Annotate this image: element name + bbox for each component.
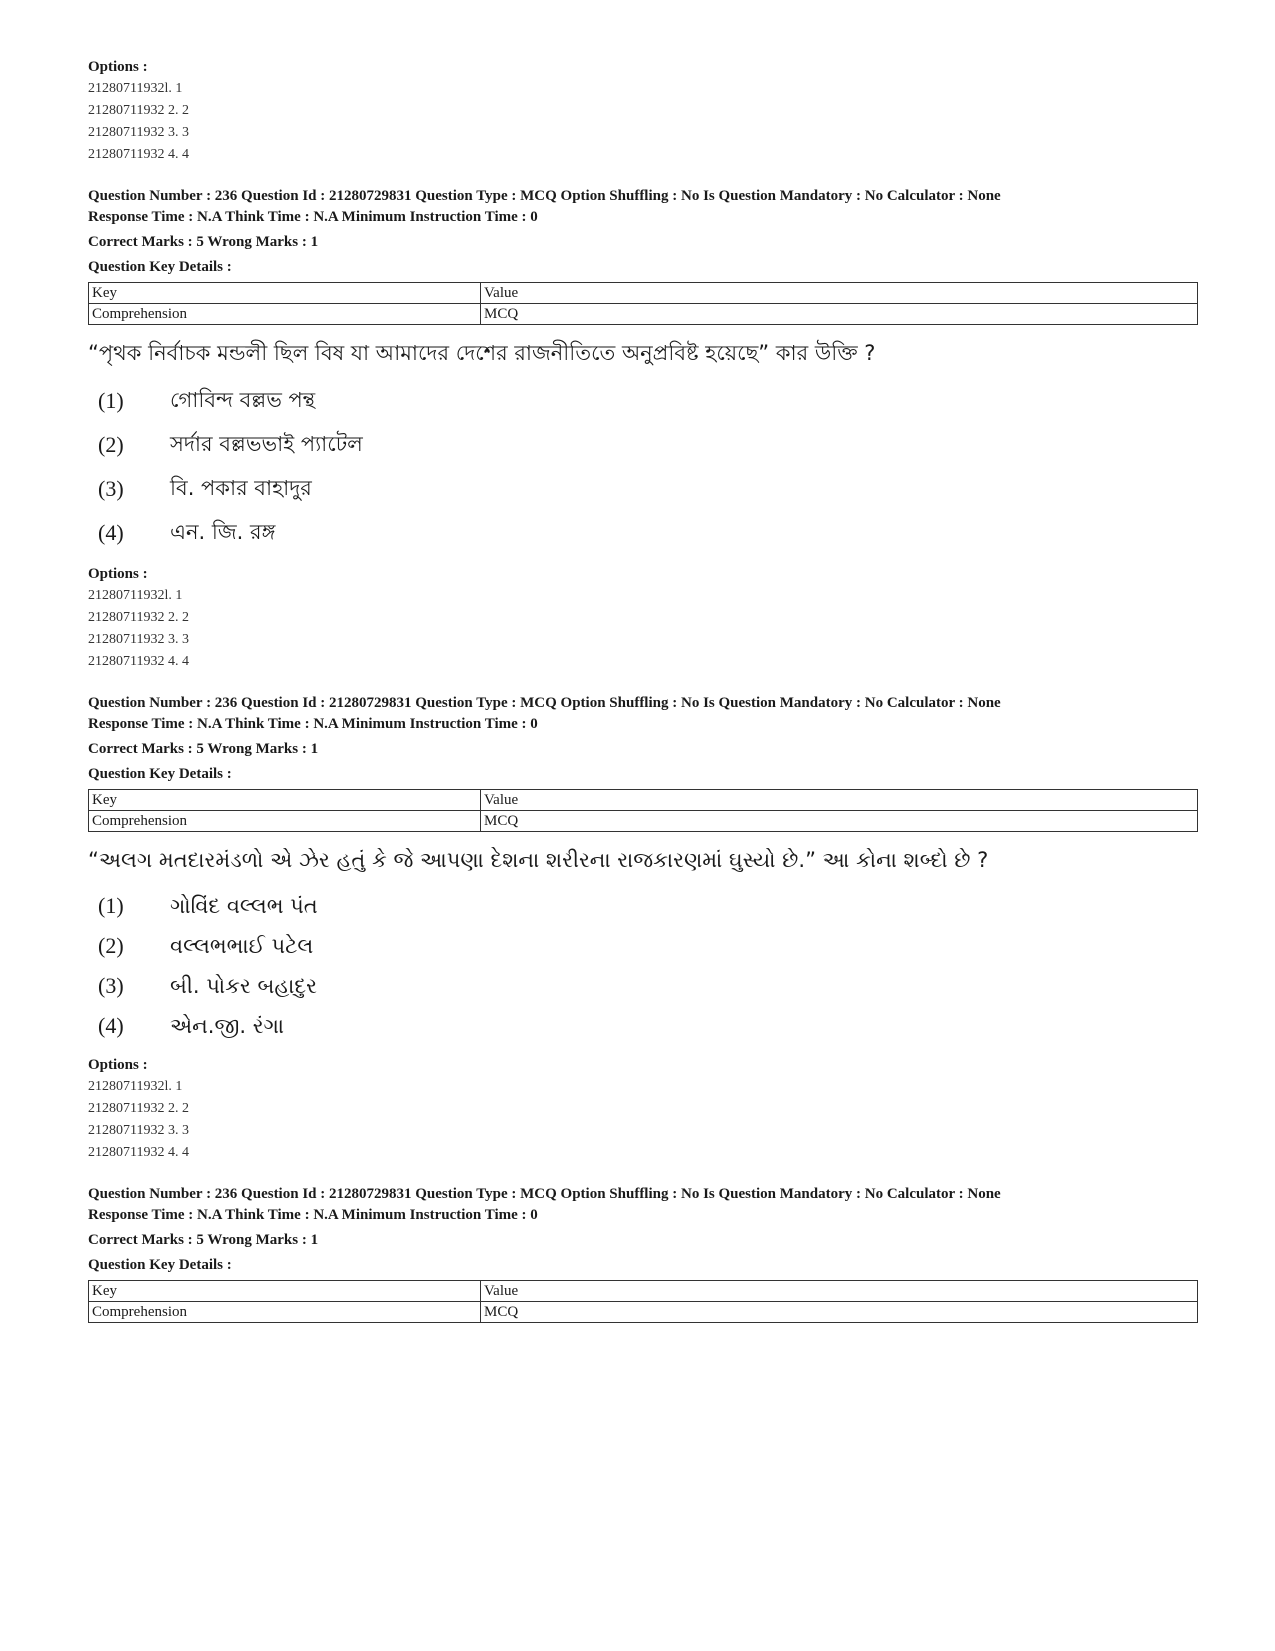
value-cell: MCQ: [481, 304, 1198, 325]
choice-number: (4): [98, 1013, 124, 1038]
options-block: [88, 1054, 1198, 1164]
choice-number: (3): [98, 973, 124, 998]
choice-text: এন. জি. রঙ্গ: [170, 519, 276, 544]
choice-number: (4): [98, 520, 124, 545]
value-cell: MCQ: [481, 811, 1198, 832]
table-row: [89, 811, 1198, 832]
question-meta-line: Question Number : 236 Question Id : 21280729831 Question Type : MCQ Option Shuffling : No Is Question Mandatory : No Calculator : None: [88, 1186, 1001, 1202]
question-text: “અલગ મતદારમંડળો એ ઝેર હતું કે જે આપણા દેશના શરીરના રાજકારણમાં ઘુસ્યો છે.” આ કોના શબ્દો છે ?: [88, 848, 989, 872]
option-id: 21280711932 3. 3: [88, 1123, 189, 1138]
value-header-cell: Value: [481, 283, 1198, 304]
answer-choice: [88, 926, 1198, 966]
choice-number: (1): [98, 893, 124, 918]
marks-line: Correct Marks : 5 Wrong Marks : 1: [88, 234, 319, 250]
option-id: 21280711932 2. 2: [88, 103, 189, 118]
key-details-label: Question Key Details :: [88, 259, 232, 275]
question-meta-line: Question Number : 236 Question Id : 21280729831 Question Type : MCQ Option Shuffling : No Is Question Mandatory : No Calculator : None: [88, 695, 1001, 711]
choice-text: વલ્લભભાઈ પટેલ: [170, 933, 314, 958]
answer-choice: [88, 886, 1198, 926]
key-header-cell: Key: [89, 283, 481, 304]
response-time-line: Response Time : N.A Think Time : N.A Minimum Instruction Time : 0: [88, 1207, 538, 1223]
option-id: 21280711932 4. 4: [88, 1145, 189, 1160]
response-time-line: Response Time : N.A Think Time : N.A Minimum Instruction Time : 0: [88, 209, 538, 225]
options-label: Options :: [88, 59, 148, 75]
option-id: 21280711932 3. 3: [88, 632, 189, 647]
question-meta: [88, 693, 1198, 785]
question-meta: [88, 186, 1198, 278]
choice-text: એન.જી. રંગા: [170, 1013, 285, 1038]
question-meta: [88, 1184, 1198, 1276]
answer-choice: [88, 966, 1198, 1006]
value-cell: MCQ: [481, 1302, 1198, 1323]
question-section-next: [88, 1184, 1198, 1323]
choice-number: (1): [98, 388, 124, 413]
table-header-row: [89, 1281, 1198, 1302]
table-header-row: [89, 283, 1198, 304]
table-header-row: [89, 790, 1198, 811]
key-header-cell: Key: [89, 1281, 481, 1302]
marks-line: Correct Marks : 5 Wrong Marks : 1: [88, 741, 319, 757]
key-header-cell: Key: [89, 790, 481, 811]
question-key-table: [88, 282, 1198, 325]
question-key-table: [88, 1280, 1198, 1323]
choice-text: বি. পকার বাহাদুর: [170, 475, 312, 500]
value-header-cell: Value: [481, 1281, 1198, 1302]
answer-choice: [88, 379, 1198, 423]
key-cell: Comprehension: [89, 811, 481, 832]
choice-text: ગોવિંદ વલ્લભ પંત: [170, 893, 318, 918]
table-row: [89, 1302, 1198, 1323]
option-id: 21280711932l. 1: [88, 81, 183, 96]
question-key-table: [88, 789, 1198, 832]
option-id: 21280711932 2. 2: [88, 1101, 189, 1116]
document-page: [88, 56, 1198, 1329]
choice-text: সর্দার বল্লভভাই প্যাটেল: [170, 431, 363, 456]
choice-text: গোবিন্দ বল্লভ পন্থ: [170, 387, 316, 412]
question-text: “পৃথক নির্বাচক মন্ডলী ছিল বিষ যা আমাদের দেশের রাজনীতিতে অনুপ্রবিষ্ট হয়েছে” কার উক্তি ?: [88, 341, 876, 365]
key-cell: Comprehension: [89, 1302, 481, 1323]
response-time-line: Response Time : N.A Think Time : N.A Minimum Instruction Time : 0: [88, 716, 538, 732]
choice-text: બી. પોકર બહાદુર: [170, 973, 317, 998]
choice-number: (2): [98, 432, 124, 457]
choice-number: (2): [98, 933, 124, 958]
option-id: 21280711932 4. 4: [88, 654, 189, 669]
question-section-bengali: [88, 186, 1198, 673]
key-details-label: Question Key Details :: [88, 1257, 232, 1273]
answer-choice: [88, 423, 1198, 467]
option-id: 21280711932l. 1: [88, 588, 183, 603]
key-details-label: Question Key Details :: [88, 766, 232, 782]
options-label: Options :: [88, 1057, 148, 1073]
options-label: Options :: [88, 566, 148, 582]
option-id: 21280711932 3. 3: [88, 125, 189, 140]
table-row: [89, 304, 1198, 325]
option-id: 21280711932l. 1: [88, 1079, 183, 1094]
answer-choice: [88, 1006, 1198, 1046]
top-options-block: [88, 56, 1198, 166]
value-header-cell: Value: [481, 790, 1198, 811]
option-id: 21280711932 4. 4: [88, 147, 189, 162]
options-block: [88, 563, 1198, 673]
option-id: 21280711932 2. 2: [88, 610, 189, 625]
question-section-gujarati: [88, 693, 1198, 1164]
marks-line: Correct Marks : 5 Wrong Marks : 1: [88, 1232, 319, 1248]
choice-number: (3): [98, 476, 124, 501]
answer-choice: [88, 511, 1198, 555]
question-meta-line: Question Number : 236 Question Id : 21280729831 Question Type : MCQ Option Shuffling : No Is Question Mandatory : No Calculator : None: [88, 188, 1001, 204]
key-cell: Comprehension: [89, 304, 481, 325]
answer-choice: [88, 467, 1198, 511]
